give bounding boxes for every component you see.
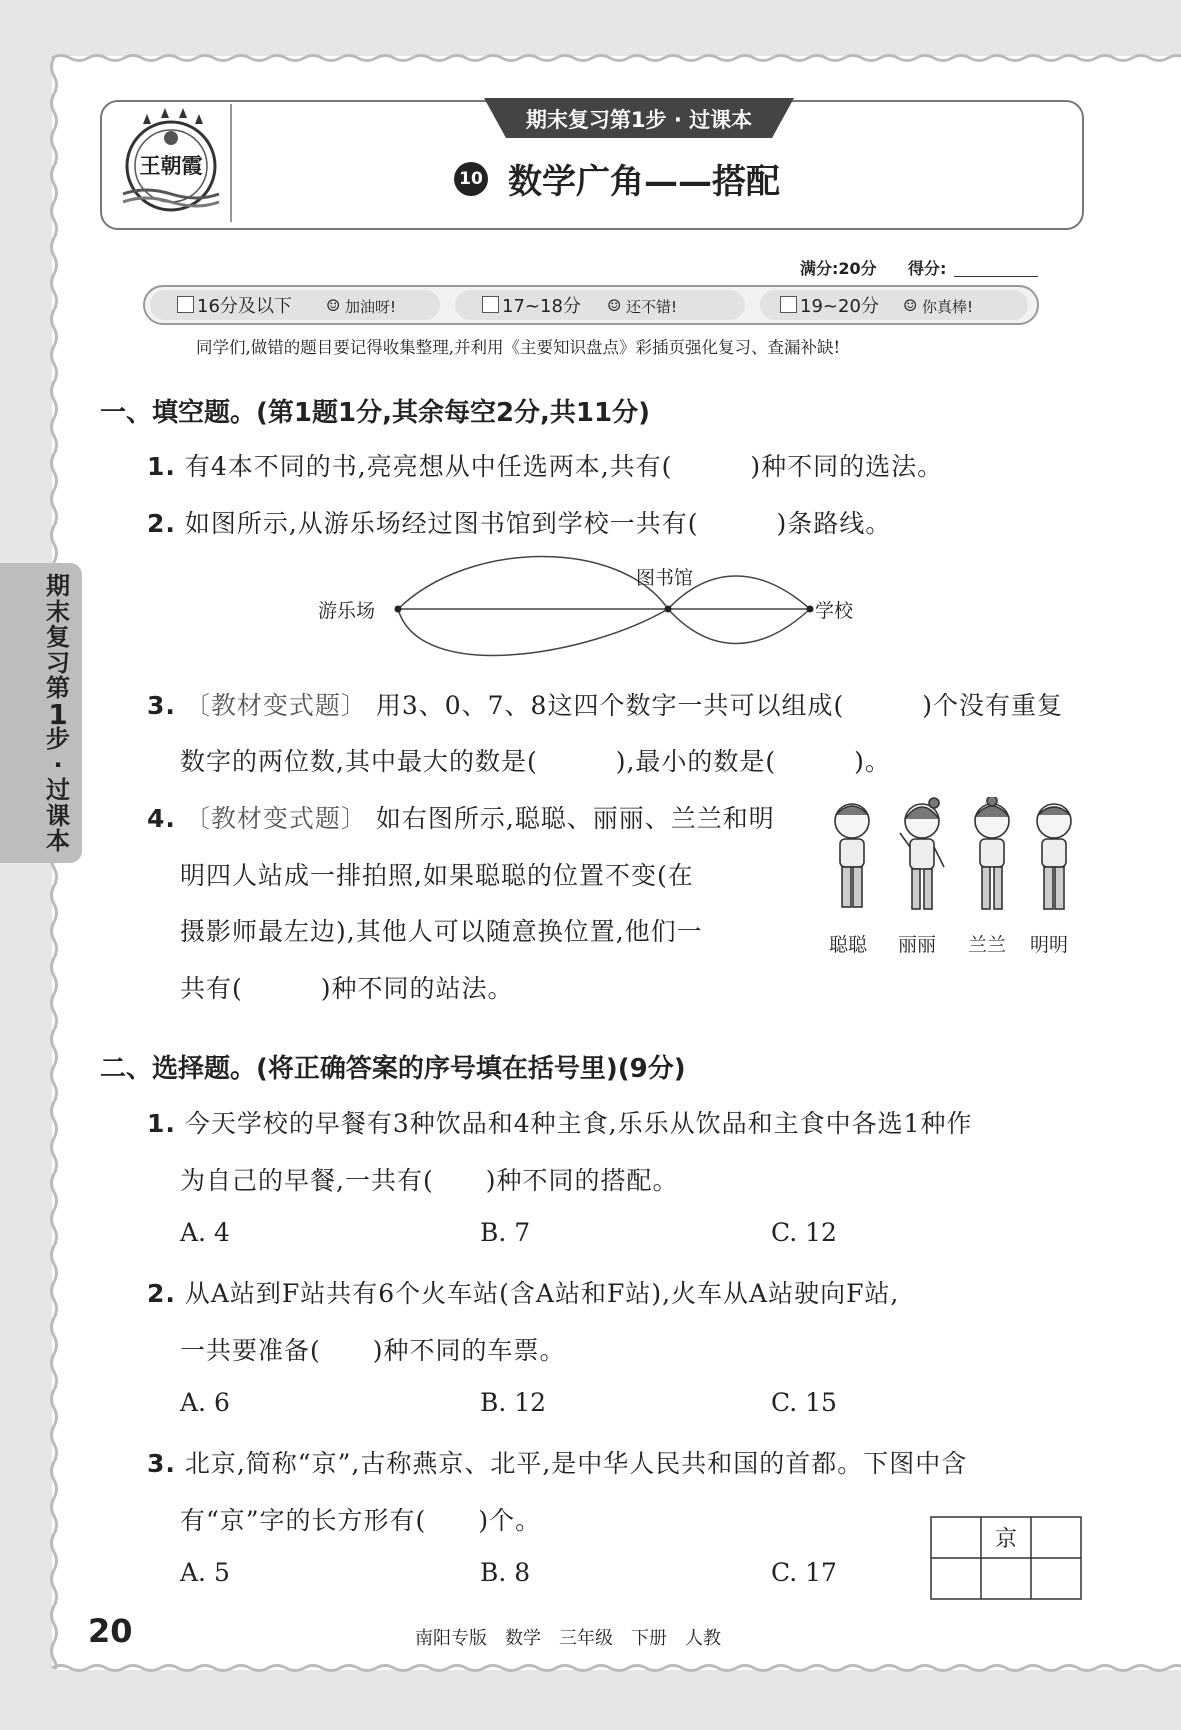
s2-q2-option-b[interactable]: B. 12 [480,1388,547,1417]
page-number: 20 [88,1612,133,1650]
question-number: 3. [147,1449,176,1478]
grid-char: 京 [994,1527,1017,1552]
question-text: 有4本不同的书,亮亮想从中任选两本,共有( )种不同的选法。 [184,452,944,481]
got-score-blank[interactable] [954,276,1038,277]
rating-checkbox-1[interactable] [177,296,194,313]
rating-comment-3: 你真棒! [922,298,974,316]
page-title: 数学广角——搭配 [508,162,780,202]
s2-q3-option-c[interactable]: C. 17 [771,1558,837,1587]
s2-q2-line1 [147,1274,899,1310]
route-curve-top [398,557,668,610]
route-label-end: 学校 [815,600,854,622]
section2-heading: 二、选择题。(将正确答案的序号填在括号里)(9分) [100,1054,686,1084]
side-char: 课 [46,801,70,830]
side-tab-text [38,574,78,855]
node-end [807,606,814,613]
rating-checkbox-2[interactable] [482,296,499,313]
question-text: 用3、0、7、8这四个数字一共可以组成( )个没有重复 [375,691,1063,720]
logo-text: 王朝霞 [139,153,203,178]
s1-q4-line1 [147,799,775,835]
lesson-number: 10 [459,169,483,189]
s1-q4-line4: 共有( )种不同的站法。 [180,974,514,1003]
notice-text: 同学们,做错的题目要记得收集整理,并利用《主要知识盘点》彩插页强化复习、查漏补缺! [196,338,841,357]
node-middle [665,606,672,613]
kid-name-3: 兰兰 [968,934,1007,956]
rating-range-2: 17~18分 [502,296,581,317]
s2-q1-option-c[interactable]: C. 12 [771,1218,837,1247]
banner-text: 期末复习第1步 · 过课本 [525,108,753,132]
route-label-start: 游乐场 [318,600,376,622]
route-curve-bottom [398,609,668,655]
rating-checkbox-3[interactable] [780,296,797,313]
kid-lili [900,798,944,909]
s1-q1 [147,447,943,483]
side-char: · [53,750,63,779]
node-start [395,606,402,613]
side-char: 第 [46,674,70,702]
side-char: 1 [48,697,68,731]
s2-q2-option-c[interactable]: C. 15 [771,1388,837,1417]
question-number: 1. [147,452,176,481]
question-text: 如图所示,从游乐场经过图书馆到学校一共有( )条路线。 [184,509,892,538]
s2-q2-option-a[interactable]: A. 6 [180,1388,230,1417]
section1-heading: 一、填空题。(第1题1分,其余每空2分,共11分) [100,398,650,428]
kid-lanlan [975,797,1009,909]
side-char: 末 [46,597,70,626]
footer-info: 南阳专版 数学 三年级 下册 人教 [415,1628,721,1649]
kid-name-1: 聪聪 [829,934,868,956]
lesson-number-badge [454,162,488,196]
kid-name-4: 明明 [1030,934,1069,956]
header-divider [230,104,232,222]
question-tag: 〔教材变式题〕 [184,691,367,720]
question-number: 1. [147,1109,176,1138]
rating-comment-1: 加油呀! [345,298,397,316]
s1-q2 [147,504,891,540]
got-score-label: 得分: [908,259,947,278]
s2-q3-line2: 有“京”字的长方形有( )个。 [180,1506,542,1535]
route-label-middle: 图书馆 [636,567,694,589]
kids-illustration [822,797,1084,923]
kid-name-2: 丽丽 [898,934,937,956]
question-tag: 〔教材变式题〕 [184,804,367,833]
question-text: 北京,简称“京”,古称燕京、北平,是中华人民共和国的首都。下图中含 [184,1449,968,1478]
s1-q3-line2: 数字的两位数,其中最大的数是( ),最小的数是( )。 [180,747,891,776]
rating-range-1: 16分及以下 [197,296,292,317]
rating-range-3: 19~20分 [800,296,879,317]
s2-q2-line2: 一共要准备( )种不同的车票。 [180,1336,566,1365]
s2-q3-option-a[interactable]: A. 5 [180,1558,230,1587]
route-curve-bottom-2 [668,609,810,644]
logo [115,106,225,216]
smiley-icon: ☺ [903,296,918,315]
question-number: 2. [147,509,176,538]
question-text: 如右图所示,聪聪、丽丽、兰兰和明 [375,804,775,833]
s2-q1-option-b[interactable]: B. 7 [480,1218,531,1247]
side-char: 本 [46,827,70,855]
question-text: 从A站到F站共有6个火车站(含A站和F站),火车从A站驶向F站, [184,1279,900,1308]
question-text: 今天学校的早餐有3种饮品和4种主食,乐乐从饮品和主食中各选1种作 [184,1109,973,1138]
question-number: 4. [147,804,176,833]
s1-q4-line2: 明四人站成一排拍照,如果聪聪的位置不变(在 [180,861,694,890]
rating-comment-2: 还不错! [626,298,678,316]
side-char: 习 [46,648,70,677]
s2-q1-option-a[interactable]: A. 4 [180,1218,230,1247]
side-char: 期 [46,572,70,600]
s2-q3-line1 [147,1444,967,1480]
side-char: 过 [46,776,70,804]
s1-q3-line1 [147,686,1063,722]
side-char: 步 [46,725,70,753]
question-number: 3. [147,691,176,720]
smiley-icon: ☺ [326,296,341,315]
s1-q4-line3: 摄影师最左边),其他人可以随意换位置,他们一 [180,917,703,946]
s2-q1-line2: 为自己的早餐,一共有( )种不同的搭配。 [180,1166,679,1195]
kid-mingming [1037,804,1071,909]
s2-q1-line1 [147,1104,973,1140]
route-diagram [390,555,820,675]
s2-q3-option-b[interactable]: B. 8 [480,1558,531,1587]
full-score: 满分:20分 [800,259,877,278]
kid-congcong [835,804,869,907]
question-number: 2. [147,1279,176,1308]
smiley-icon: ☺ [607,296,622,315]
side-char: 复 [46,623,70,651]
